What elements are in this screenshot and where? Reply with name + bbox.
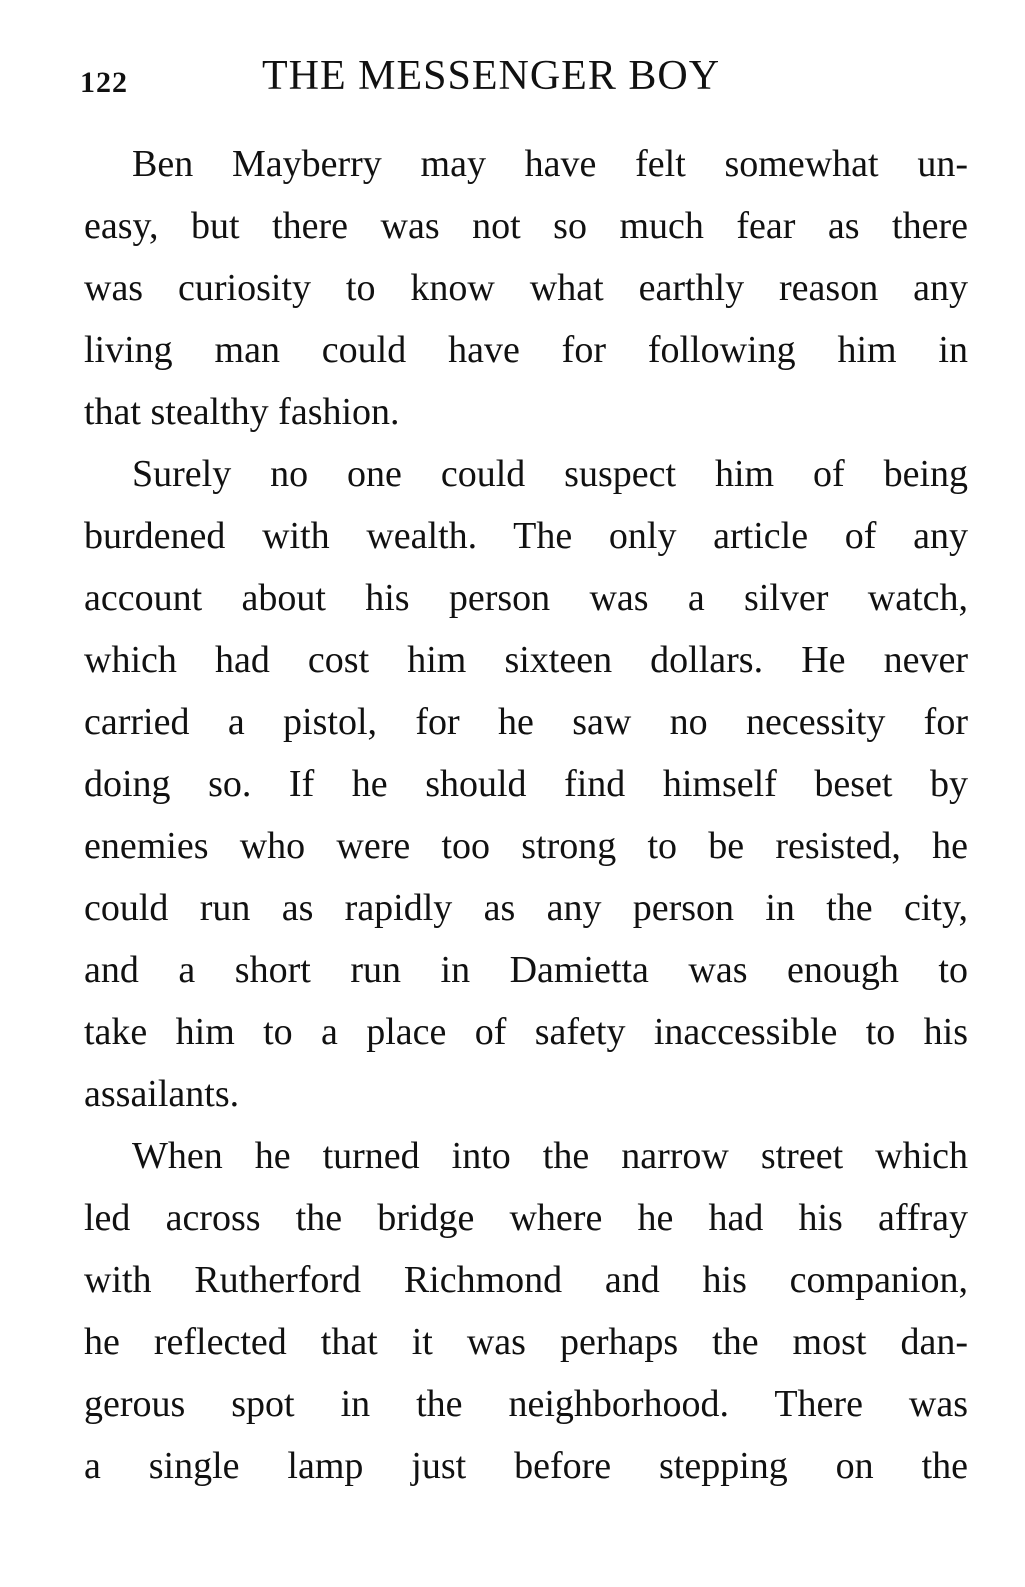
text-line: enemies who were too strong to be resisted, he [84, 825, 968, 867]
text-line: doing so. If he should find himself beset by [84, 763, 968, 805]
text-line: could run as rapidly as any person in the city, [84, 887, 968, 929]
text-line: assailants. [84, 1073, 240, 1115]
text-line: he reflected that it was perhaps the most dan- [84, 1321, 968, 1363]
text-line: was curiosity to know what earthly reason any [84, 267, 968, 309]
running-title: THE MESSENGER BOY [262, 53, 721, 99]
text-line: When he turned into the narrow street which [132, 1135, 968, 1177]
page-header [80, 52, 970, 102]
text-line: Surely no one could suspect him of being [132, 453, 968, 495]
text-line: living man could have for following him in [84, 329, 968, 371]
text-line: which had cost him sixteen dollars. He never [84, 639, 968, 681]
text-line: Ben Mayberry may have felt somewhat un- [132, 143, 968, 185]
body-text [84, 133, 968, 1497]
paragraph [84, 133, 968, 443]
page-number: 122 [80, 66, 128, 99]
text-line: take him to a place of safety inaccessible to his [84, 1011, 968, 1053]
paragraph [84, 443, 968, 1125]
text-line: a single lamp just before stepping on the [84, 1445, 968, 1487]
text-line: carried a pistol, for he saw no necessity for [84, 701, 968, 743]
paragraph [84, 1125, 968, 1497]
text-line: with Rutherford Richmond and his companion, [84, 1259, 968, 1301]
text-line: and a short run in Damietta was enough to [84, 949, 968, 991]
text-line: account about his person was a silver watch, [84, 577, 968, 619]
text-line: burdened with wealth. The only article of any [84, 515, 968, 557]
text-line: gerous spot in the neighborhood. There was [84, 1383, 968, 1425]
text-line: led across the bridge where he had his affray [84, 1197, 968, 1239]
text-line: that stealthy fashion. [84, 391, 400, 433]
text-line: easy, but there was not so much fear as there [84, 205, 968, 247]
